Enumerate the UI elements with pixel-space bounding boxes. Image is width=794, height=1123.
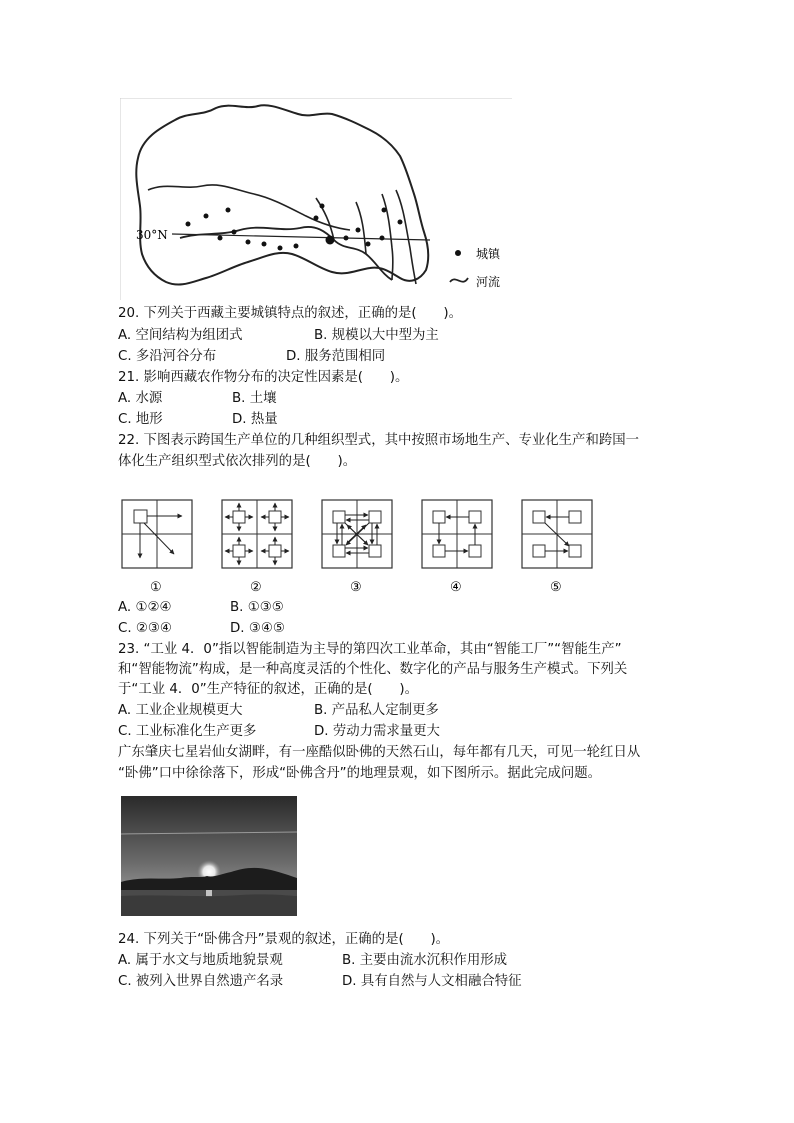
passage-line-1: 广东肇庆七星岩仙女湖畔，有一座酷似卧佛的天然石山，每年都有几天，可见一轮红日从	[118, 745, 641, 760]
q24-option-b: B. 主要由流水沉积作用形成	[342, 953, 507, 968]
river-branch-4	[396, 190, 416, 284]
diagram-4	[422, 500, 492, 568]
q21-option-b: B. 土壤	[232, 391, 277, 406]
q22-stem-line-1: 22. 下图表示跨国生产单位的几种组织型式，其中按照市场地生产、专业化生产和跨国一	[118, 433, 640, 448]
q23-option-a: A. 工业企业规模更大	[118, 703, 243, 718]
q21-option-d: D. 热量	[232, 412, 278, 427]
tibet-inner-boundary	[148, 185, 350, 230]
river-branch-1	[316, 198, 334, 240]
q22-option-d: D. ③④⑤	[230, 621, 285, 636]
q21-stem: 21. 影响西藏农作物分布的决定性因素是( )。	[118, 370, 409, 385]
legend-river-label: 河流	[476, 275, 501, 289]
q23-option-c: C. 工业标准化生产更多	[118, 724, 257, 739]
passage-line-2: “卧佛”口中徐徐落下，形成“卧佛含丹”的地理景观，如下图所示。据此完成问题。	[118, 766, 602, 781]
legend-river-icon	[450, 278, 468, 282]
q24-stem: 24. 下列关于“卧佛含丹”景观的叙述，正确的是( )。	[118, 932, 450, 947]
legend-town-label: 城镇	[476, 247, 501, 261]
q20-option-c: C. 多沿河谷分布	[118, 349, 217, 364]
organization-diagrams	[118, 494, 598, 600]
q20-option-d: D. 服务范围相同	[286, 349, 386, 364]
q20-option-b: B. 规模以大中型为主	[314, 328, 439, 343]
q23-stem-line-2: 和“智能物流”构成，是一种高度灵活的个性化、数字化的产品与服务生产模式。下列关	[118, 662, 628, 677]
q23-option-d: D. 劳动力需求量更大	[314, 724, 440, 739]
diagram-2	[222, 500, 292, 568]
latitude-label: 30°N	[136, 228, 168, 242]
q21-option-a: A. 水源	[118, 391, 163, 406]
q23-stem-line-3: 于“工业 4．0”生产特征的叙述，正确的是( )。	[118, 682, 419, 697]
diagram-label-2: ②	[250, 580, 262, 595]
q24-option-d: D. 具有自然与人文相融合特征	[342, 974, 522, 989]
q20-stem: 20. 下列关于西藏主要城镇特点的叙述，正确的是( )。	[118, 306, 462, 321]
q22-stem-line-2: 体化生产组织型式依次排列的是( )。	[118, 454, 357, 469]
q20-option-a: A. 空间结构为组团式	[118, 328, 243, 343]
q23-stem-line-1: 23. “工业 4．0”指以智能制造为主导的第四次工业革命，其由“智能工厂”“智能生产”	[118, 642, 622, 657]
diagram-label-4: ④	[450, 580, 462, 595]
diagram-label-5: ⑤	[550, 580, 562, 595]
tibet-outline	[136, 105, 428, 284]
diagram-label-1: ①	[150, 580, 162, 595]
q23-option-b: B. 产品私人定制更多	[314, 703, 439, 718]
q24-option-a: A. 属于水文与地质地貌景观	[118, 953, 283, 968]
diagram-label-3: ③	[350, 580, 362, 595]
sleeping-buddha-photo	[121, 796, 297, 916]
tibet-map	[120, 98, 512, 300]
legend-town-icon	[455, 250, 461, 256]
diagram-1	[122, 500, 192, 568]
q21-option-c: C. 地形	[118, 412, 163, 427]
q22-option-b: B. ①③⑤	[230, 600, 284, 615]
diagram-3	[322, 500, 392, 568]
diagram-5	[522, 500, 592, 568]
q24-option-c: C. 被列入世界自然遗产名录	[118, 974, 284, 989]
q22-option-a: A. ①②④	[118, 600, 172, 615]
q22-option-c: C. ②③④	[118, 621, 172, 636]
